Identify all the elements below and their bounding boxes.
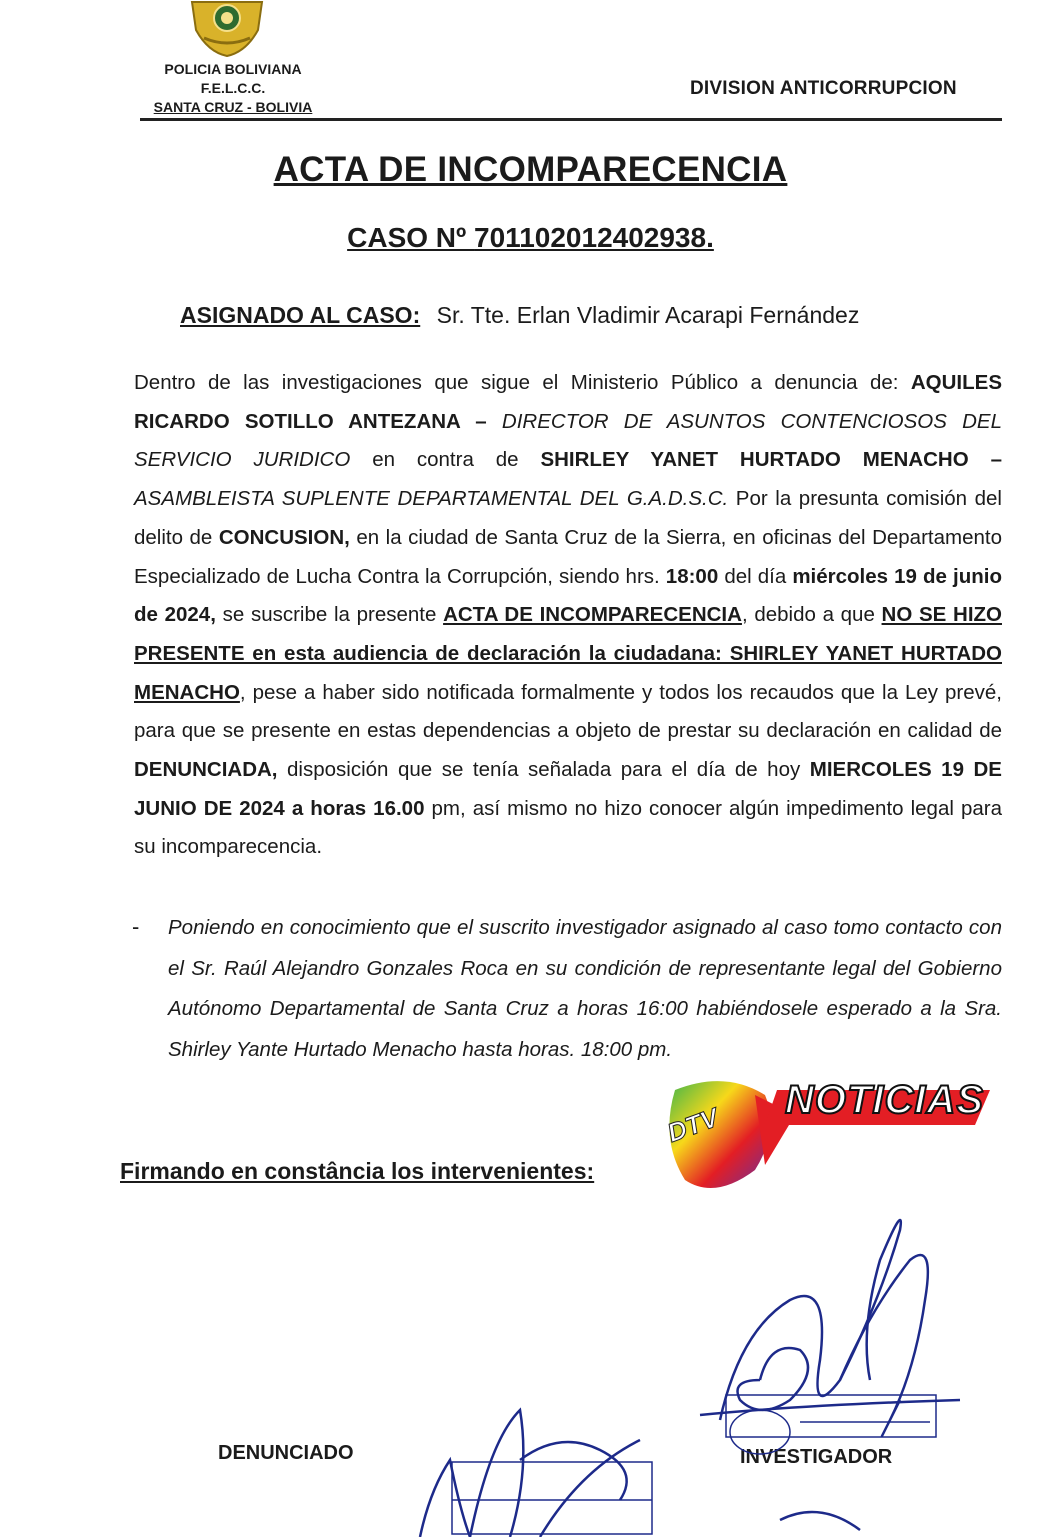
status-value: DENUNCIADA, xyxy=(134,758,278,782)
prosecutor-signature xyxy=(420,1410,640,1537)
org-name: POLICIA BOLIVIANA xyxy=(164,61,302,77)
body-text-segment: pm, así mismo no hizo conocer algún impedimento legal para su incomparecencia. xyxy=(134,796,1002,859)
act-name: ACTA DE INCOMPARECENCIA xyxy=(443,603,742,627)
body-text-segment: en contra de xyxy=(372,448,519,472)
org-header xyxy=(138,60,328,117)
main-paragraph xyxy=(134,364,1002,867)
header-divider xyxy=(140,118,1002,121)
police-emblem-icon xyxy=(186,0,268,58)
logo-wordmark: NOTICIAS xyxy=(785,1078,985,1122)
non-appearance-statement: NO SE HIZO PRESENTE en esta audiencia de declaración la ciudadana: SHIRLEY YANET HURTADO MENACHO xyxy=(134,603,1002,704)
complainant-name: AQUILES RICARDO SOTILLO ANTEZANA – xyxy=(134,371,1002,433)
org-unit: F.E.L.C.C. xyxy=(200,80,266,96)
prosecutor-stamp xyxy=(452,1462,652,1534)
bullet-marker: - xyxy=(132,914,140,939)
scheduled-datetime: MIERCOLES 19 DE JUNIO DE 2024 a horas 16.00 xyxy=(134,758,1002,820)
division-name: DIVISION ANTICORRUPCION xyxy=(690,78,957,99)
case-id: 701102012402938. xyxy=(474,222,714,253)
assigned-name: Sr. Tte. Erlan Vladimir Acarapi Fernández xyxy=(436,302,860,328)
body-text-segment: Dentro de las investigaciones que sigue el Ministerio Público a denuncia de: xyxy=(134,371,899,394)
body-text-segment: Por la presunta comisión del delito de xyxy=(134,487,1002,549)
assigned-label: ASIGNADO AL CASO: xyxy=(180,302,421,328)
body-text-segment: disposición que se tenía señalada para el día de hoy xyxy=(287,758,801,782)
bullet-paragraph: Poniendo en conocimiento que el suscrito investigador asignado al caso tomo contacto con el Sr. Raúl Alejandro Gonzales Roca en su condición de representante legal del Gobierno Autónomo Departamental de Santa Cruz a horas 16:00 habiéndosele esperado a la Sra. Shirley Yante Hurtado Menacho hasta horas. 18:00 pm. xyxy=(168,916,1002,1061)
investigator-signature xyxy=(700,1220,960,1530)
body-text-segment: del día xyxy=(724,564,787,588)
accused-role: ASAMBLEISTA SUPLENTE DEPARTAMENTAL DEL G.A.D.S.C. xyxy=(134,487,729,511)
org-location: SANTA CRUZ - BOLIVIA xyxy=(153,99,313,115)
body-text-segment: se suscribe la presente xyxy=(222,603,437,627)
body-text-segment: , debido a que xyxy=(741,603,875,627)
logo-badge: DTV xyxy=(663,1102,723,1149)
assigned-officer xyxy=(180,302,859,329)
body-text-segment: , pese a haber sido notificada formalmente y todos los recaudos que la Ley prevé, para que se presente en estas dependencias a objeto de prestar su declaración en calidad de xyxy=(134,680,1002,743)
time-value: 18:00 xyxy=(665,564,719,588)
case-prefix: CASO Nº xyxy=(347,222,475,253)
signing-note: Firmando en constância los intervenientes: xyxy=(120,1158,595,1184)
signature-label-investigator: INVESTIGADOR xyxy=(740,1446,893,1468)
offense: CONCUSION, xyxy=(218,525,350,549)
body-text-segment: en la ciudad de Santa Cruz de la Sierra, en oficinas del Departamento Especializado de Lucha Contra la Corrupción, siendo hrs. xyxy=(134,525,1002,588)
date-value: miércoles 19 de junio de 2024, xyxy=(134,564,1002,627)
signature-label-accused: DENUNCIADO xyxy=(218,1442,354,1464)
document-title: ACTA DE INCOMPARECENCIA xyxy=(273,150,788,189)
accused-name: SHIRLEY YANET HURTADO MENACHO – xyxy=(540,448,1002,472)
case-number xyxy=(0,222,1061,254)
complainant-role: DIRECTOR DE ASUNTOS CONTENCIOSOS DEL SERVICIO JURIDICO xyxy=(134,409,1002,472)
